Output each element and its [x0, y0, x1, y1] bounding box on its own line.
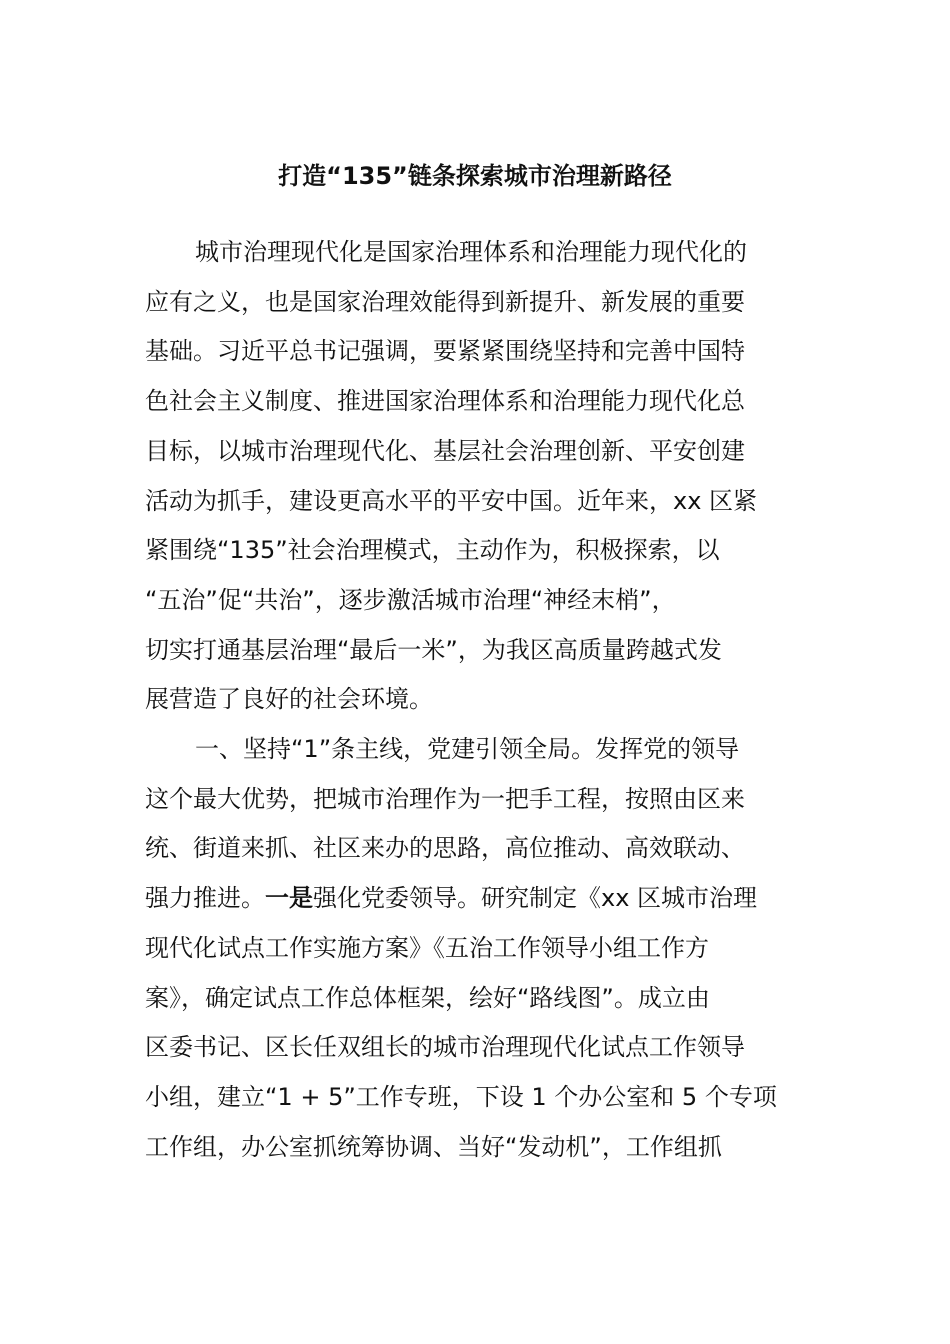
document-body [145, 228, 810, 1172]
text-line: 现代化试点工作实施方案》《五治工作领导小组工作方 [145, 933, 709, 962]
document-title: 打造“135”链条探索城市治理新路径 [278, 162, 672, 190]
text-line: 这个最大优势，把城市治理作为一把手工程，按照由区来 [145, 784, 745, 813]
text-line: 展营造了良好的社会环境。 [145, 685, 433, 714]
text-line: 基础。习近平总书记强调，要紧紧围绕坚持和完善中国特 [145, 337, 745, 366]
text-line-mixed [145, 874, 810, 924]
text-line: 紧围绕“135”社会治理模式，主动作为，积极探索，以 [145, 536, 720, 565]
text-line: 区委书记、区长任双组长的城市治理现代化试点工作领导 [145, 1033, 745, 1062]
text-line: 工作组，办公室抓统筹协调、当好“发动机”，工作组抓 [145, 1132, 722, 1161]
text-line: 色社会主义制度、推进国家治理体系和治理能力现代化总 [145, 387, 745, 416]
paragraph-intro [145, 228, 810, 725]
text-line: 活动为抓手，建设更高水平的平安中国。近年来，xx 区紧 [145, 486, 758, 515]
text-line: “五治”促“共治”，逐步激活城市治理“神经末梢”， [145, 585, 676, 614]
text-line: 应有之义，也是国家治理效能得到新提升、新发展的重要 [145, 287, 745, 316]
text-run: 强化党委领导。研究制定《xx 区城市治理 [313, 884, 758, 913]
text-line: 一、坚持“1”条主线，党建引领全局。发挥党的领导 [195, 735, 740, 764]
text-line: 小组，建立“1 + 5”工作专班，下设 1 个办公室和 5 个专项 [145, 1082, 777, 1111]
paragraph-section-one [145, 725, 810, 1172]
text-line: 城市治理现代化是国家治理体系和治理能力现代化的 [195, 238, 747, 266]
text-line: 案》，确定试点工作总体框架，绘好“路线图”。成立由 [145, 983, 710, 1012]
text-line: 目标，以城市治理现代化、基层社会治理创新、平安创建 [145, 436, 745, 465]
text-line: 切实打通基层治理“最后一米”，为我区高质量跨越式发 [145, 635, 722, 664]
text-run: 强力推进。 [145, 884, 265, 913]
bold-emphasis: 一是 [265, 884, 313, 913]
text-line: 统、街道来抓、社区来办的思路，高位推动、高效联动、 [145, 834, 745, 863]
